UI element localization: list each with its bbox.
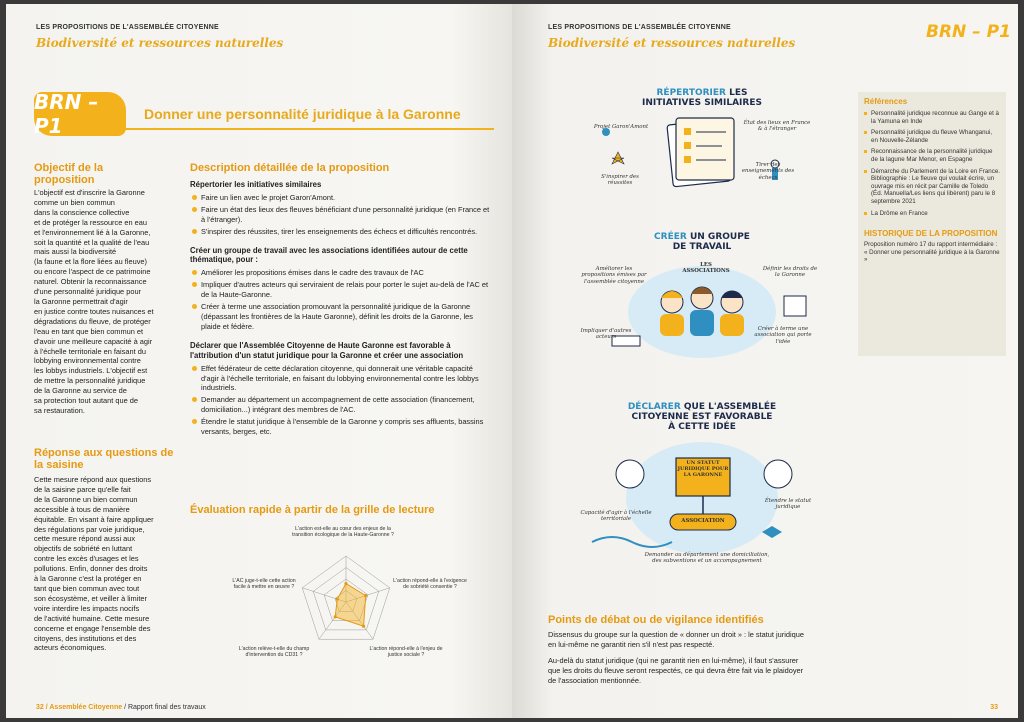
illus2-note-4: Impliquer d'autres acteurs [580,328,632,341]
illus1-note-2: État des lieux en France & à l'étranger [743,120,811,133]
reponse-line: de la saisine parce qu'elle fait [34,484,131,494]
illus2-note-3: Définir les droits de la Garonne [762,266,818,279]
illustration-repertorier [572,88,832,200]
illus3-association: ASSOCIATION [681,518,725,524]
footer-page-number: 32 [36,704,44,711]
evaluation-heading: Évaluation rapide à partir de la grille de lecture [190,504,435,516]
objectif-line: l'eau en tant que bien commun et [34,326,144,336]
illus3-title-line3: À CETTE IDÉE [668,422,736,432]
evaluation-radar [196,522,496,672]
debat-paragraph-2: Au-delà du statut juridique (qui ne garantit rien en lui-même), il faut s'assurer que les droits du fleuve seront respectés, ce qui devra être fait via le plaidoyer de l'association mentionnée. [548,655,804,685]
radar-axis-label-4: L'action relève-t-elle du champ d'intervention du CD31 ? [238,646,310,659]
objectif-line: dégradations du fleuve, de protéger [34,316,151,326]
objectif-line: mais aussi la biodiversité [34,247,117,257]
description-block [190,246,490,332]
reponse-line: acteurs économiques. [34,643,107,653]
radar-axis-label-1: L'action est-elle au cœur des enjeux de la transition écologique de la Haute-Garonne ? [292,526,394,539]
objectif-line: (la faune et la flore liées au fleuve) [34,257,147,267]
reference-item: Personnalité juridique reconnue au Gange et à la Yamuna en Inde [864,110,1000,125]
illus3-sign: UN STATUT JURIDIQUE POUR LA GARONNE [677,460,729,478]
objectif-line: sa protection tout autant que de [34,396,138,406]
objectif-line: la Garonne permettrait d'agir [34,296,128,306]
radar-axis-label-3: L'action répond-elle à l'enjeu de justice sociale ? [369,646,443,659]
reponse-line: de la Garonne un bien commun [34,494,138,504]
objectif-line: ou encore l'aspect de ce patrimoine [34,267,151,277]
illus3-title-rest: QUE L'ASSEMBLÉE [683,402,777,412]
description-body [190,180,490,446]
illus2-note-2: LES ASSOCIATIONS [682,262,730,275]
illus2-title-highlight: CRÉER [654,232,687,242]
description-subheading: Déclarer que l'Assemblée Citoyenne de Haute Garonne est favorable à l'attribution d'un statut juridique pour la Garonne et créer une association [190,340,464,360]
reference-item: Démarche du Parlement de la Loire en France. Bibliographie : Le fleuve qui voulait écrire, un ouvrage mis en récit par Camille de Toledo (Éd. Manuella/Les liens qui libèrent) paru le 8 septembre 2021 [864,168,1000,206]
debat-paragraph-1: Dissensus du groupe sur la question de « donner un droit » : le statut juridique en lui-même ne garantit rien s'il n'est pas respecté. [548,630,804,649]
objectif-line: soit la quantité et la qualité de l'eau [34,237,150,247]
illustration-creer-groupe [572,232,832,362]
description-bullet: Améliorer les propositions émises dans le cadre des travaux de l'AC [190,268,490,278]
illus2-title-rest: UN GROUPE [689,232,750,242]
debat-heading: Points de débat ou de vigilance identifiés [548,614,764,626]
references-sidebar [858,92,1006,356]
illus1-note-4: Tirer des enseignements des échecs [741,162,795,181]
description-heading: Description détaillée de la proposition [190,162,390,174]
history-text: Proposition numéro 17 du rapport intermédiaire : « Donner une personnalité juridique à la Garonne » [864,241,1000,264]
description-bullet: Faire un état des lieux des fleuves bénéficiant d'une personnalité juridique (en France et à l'étranger). [190,205,490,225]
illus2-title-line2: DE TRAVAIL [672,242,732,252]
reponse-line: contre les excès d'usages et les [34,554,139,564]
illus3-note-1: Étendre le statut juridique [764,498,812,511]
illus3-note-2: Capacité d'agir à l'échelle territoriale [580,510,652,523]
reponse-line: équitable. En visant à faire appliquer [34,514,154,524]
proposal-badge: BRN – P1 [34,92,126,136]
description-block [190,341,490,437]
header-theme-right: Biodiversité et ressources naturelles [548,36,796,50]
description-bullet: Impliquer d'autres acteurs qui serviraient de relais pour porter le sujet au-delà de l'AC et de la Haute-Garonne. [190,280,490,300]
description-subheading: Répertorier les initiatives similaires [190,180,322,189]
objectif-line: et l'environnement lié à la Garonne, [34,227,151,237]
objectif-line: d'une personnalité juridique pour [34,287,142,297]
reponse-line: cette mesure répond aussi aux [34,534,136,544]
footer-left: 32 / Assemblée Citoyenne / Rapport final des travaux [36,704,206,711]
page-title: Donner une personnalité juridique à la Garonne [144,106,461,122]
objectif-line: de la Garonne au service de [34,386,127,396]
illus1-title-highlight: RÉPERTORIER [656,88,726,98]
footer-brand: Assemblée Citoyenne [49,704,123,711]
history-title: HISTORIQUE DE LA PROPOSITION [864,229,998,239]
objectif-line: d'avoir une meilleure capacité à agir [34,336,153,346]
illus1-title-rest: LES [729,88,748,98]
illus1-title-line2: INITIATIVES SIMILAIRES [642,98,762,108]
objectif-line: en justice contre toutes nuisances et [34,306,154,316]
reponse-line: Cette mesure répond aux questions [34,475,152,484]
references-title: Références [864,97,908,106]
reponse-line: pollutions. Enfin, donner des droits [34,564,148,574]
description-bullet: Demander au département un accompagnement de cette association (financement, domiciliation...) intégrant des membres de l'AC. [190,395,490,415]
description-bullet: Effet fédérateur de cette déclaration citoyenne, qui donnerait une véritable capacité d'agir à l'échelle territoriale, en faisant du lobbying environnemental contre les lobbys industriels. [190,364,490,394]
reference-item: La Drôme en France [864,210,1000,218]
illus3-note-3: Demander au département une domiciliation, des subventions et un accompagnement [644,552,770,565]
radar-axis-label-5: L'AC juge-t-elle cette action facile à mettre en œuvre ? [232,578,296,591]
reponse-line: concerne et engage l'ensemble des [34,623,151,633]
illus1-note-3: S'inspirer des réussites [601,174,639,187]
reponse-line: à la Garonne c'est la protéger en [34,574,142,584]
header-series: LES PROPOSITIONS DE L'ASSEMBLÉE CITOYENNE [36,24,219,31]
debat-text [548,630,810,686]
objectif-line: sa restauration. [34,405,85,415]
proposal-tag-top: BRN – P1 [926,22,1011,42]
description-subheading: Créer un groupe de travail avec les associations identifiées autour de cette thématique, pour : [190,245,468,265]
description-bullet: Créer à terme une association promouvant la personnalité juridique de la Garonne (dépassant les frontières de la Haute Garonne), définit les droits de la Garonne, les plaide et fédère. [190,302,490,332]
objectif-line: les lobbys industriels. L'objectif est [34,366,148,376]
description-bullet: Faire un lien avec le projet Garon'Amont. [190,193,490,203]
illus3-title-highlight: DÉCLARER [627,402,681,412]
reference-item: Personnalité juridique du fleuve Whanganui, en Nouvelle-Zélande [864,129,1000,144]
objectif-line: dans la conscience collective [34,207,130,217]
report-spread [6,4,1018,718]
objectif-text [34,188,184,416]
radar-score-point [334,615,337,618]
description-bullet: S'inspirer des réussites, tirer les enseignements des échecs et difficultés rencontrés. [190,227,490,237]
illus2-note-1: Améliorer les propositions émises par l'assemblée citoyenne [581,266,647,285]
reponse-line: des régulations par voie juridique, [34,524,145,534]
objectif-line: lobbying environnemental contre [34,356,141,366]
objectif-line: naturel. Obtenir la reconnaissance [34,277,147,287]
radar-axis-label-2: L'action répond-elle à l'exigence de sobriété consentie ? [393,578,467,591]
reponse-line: voire interdire les impacts nocifs [34,603,140,613]
radar-score-point [364,594,367,597]
description-bullet: Étendre le statut juridique à l'ensemble de la Garonne y compris ses affluents, bassins versants, berges, etc. [190,417,490,437]
header-theme: Biodiversité et ressources naturelles [36,36,284,50]
right-page [512,4,1018,718]
objectif-line: L'objectif est d'inscrire la Garonne [34,188,145,197]
reponse-heading: Réponse aux questions de la saisine [34,447,174,471]
references-list [864,110,1000,217]
reponse-line: objectifs de sobriété en luttant [34,544,133,554]
reponse-line: son écosystème, et veiller à limiter [34,593,147,603]
illus3-title-line2: CITOYENNE EST FAVORABLE [631,412,773,422]
reponse-line: accessible à tous de manière [34,504,130,514]
reponse-line: tant que bien commun avec tout [34,583,140,593]
objectif-heading: Objectif de la proposition [34,162,104,186]
reponse-text [34,475,184,653]
title-divider [124,128,494,130]
objectif-line: et de protéger la ressource en eau [34,217,147,227]
illus2-note-5: Créer à terme une association qui porte l'idée [754,326,812,345]
reference-item: Reconnaissance de la personnalité juridique de la lagune Mar Menor, en Espagne [864,148,1000,163]
objectif-line: comme un bien commun [34,197,115,207]
radar-score-point [344,582,347,585]
radar-score-point [336,598,339,601]
reponse-line: de l'activité humaine. Cette mesure [34,613,150,623]
objectif-line: de mettre la personnalité juridique [34,376,146,386]
reponse-line: citoyens, des institutions et des [34,633,137,643]
footer-page-number-right: 33 [990,704,998,711]
objectif-line: à l'échelle territoriale en faisant du [34,346,146,356]
left-page [6,4,512,718]
illustration-declarer [572,402,832,592]
header-series-right: LES PROPOSITIONS DE L'ASSEMBLÉE CITOYENNE [548,24,731,31]
radar-score-point [362,625,365,628]
footer-doc-title: Rapport final des travaux [127,704,206,711]
description-block [190,180,490,237]
illus1-note-1: Projet Garon'Amont [593,124,649,130]
